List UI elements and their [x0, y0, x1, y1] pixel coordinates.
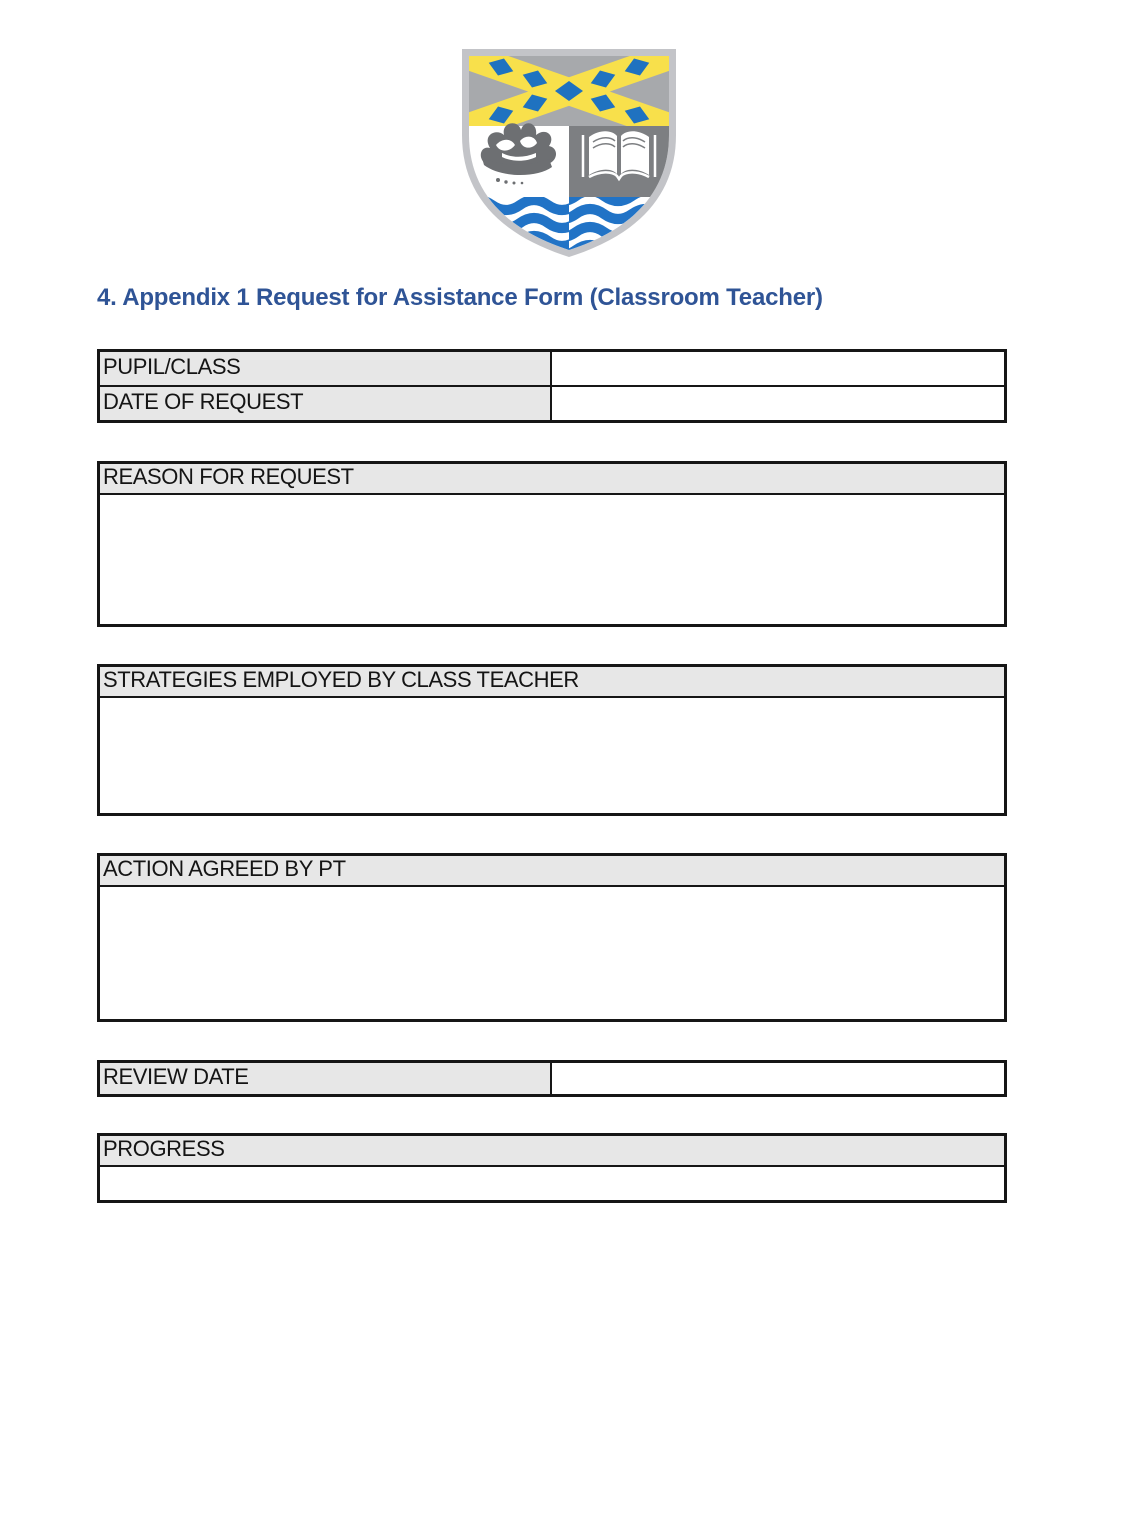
school-crest-logo	[456, 45, 682, 261]
table-row	[100, 352, 1004, 385]
reason-for-request-input[interactable]	[100, 495, 1004, 624]
reason-for-request-header: REASON FOR REQUEST	[100, 464, 1004, 495]
action-agreed-input[interactable]	[100, 887, 1004, 1019]
table-row	[100, 1063, 1004, 1094]
date-of-request-input[interactable]	[552, 387, 1004, 420]
page-title: 4. Appendix 1 Request for Assistance Form (Classroom Teacher)	[97, 284, 823, 311]
date-of-request-label: DATE OF REQUEST	[100, 387, 552, 420]
strategies-input[interactable]	[100, 698, 1004, 813]
progress-table	[97, 1133, 1007, 1203]
action-agreed-header: ACTION AGREED BY PT	[100, 856, 1004, 887]
strategies-header: STRATEGIES EMPLOYED BY CLASS TEACHER	[100, 667, 1004, 698]
review-date-table	[97, 1060, 1007, 1097]
reason-for-request-table	[97, 461, 1007, 627]
document-page	[0, 45, 1138, 1536]
pupil-class-input[interactable]	[552, 352, 1004, 385]
progress-header: PROGRESS	[100, 1136, 1004, 1167]
pupil-info-table	[97, 349, 1007, 423]
pupil-class-label: PUPIL/CLASS	[100, 352, 552, 385]
progress-input[interactable]	[100, 1167, 1004, 1200]
action-agreed-table	[97, 853, 1007, 1022]
strategies-table	[97, 664, 1007, 816]
table-row	[100, 385, 1004, 420]
form-content	[97, 349, 1007, 1203]
review-date-label: REVIEW DATE	[100, 1063, 552, 1094]
review-date-input[interactable]	[552, 1063, 1004, 1094]
